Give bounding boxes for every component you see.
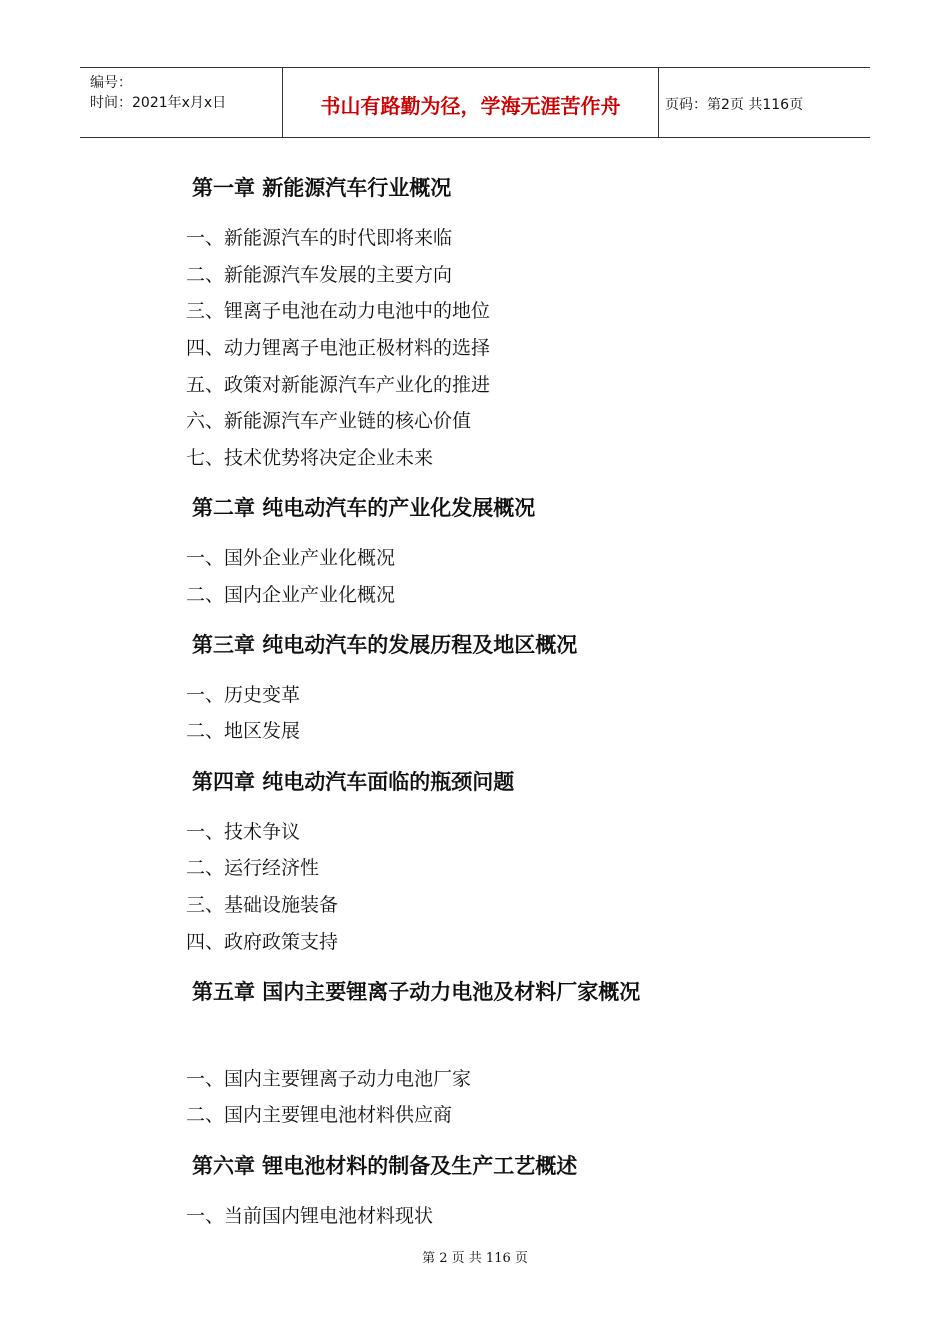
header-motto-cell <box>283 68 659 137</box>
time-label: 时间：2021年x月x日 <box>90 95 227 111</box>
page-footer: 第 2 页 共 116 页 <box>422 1251 528 1266</box>
toc-item: 二、地区发展 <box>186 720 301 742</box>
toc-item: 三、基础设施装备 <box>186 894 339 916</box>
toc-item: 二、国内主要锂电池材料供应商 <box>186 1104 453 1126</box>
toc-item: 四、动力锂离子电池正极材料的选择 <box>186 337 491 359</box>
chapter-title: 第二章 纯电动汽车的产业化发展概况 <box>192 496 536 520</box>
toc-item: 一、新能源汽车的时代即将来临 <box>186 227 453 249</box>
toc-item: 二、新能源汽车发展的主要方向 <box>186 264 453 286</box>
toc-item: 一、当前国内锂电池材料现状 <box>186 1205 434 1227</box>
toc-item: 四、政府政策支持 <box>186 931 339 953</box>
motto-text: 书山有路勤为径，学海无涯苦作舟 <box>320 94 621 118</box>
chapter-title: 第五章 国内主要锂离子动力电池及材料厂家概况 <box>192 980 641 1004</box>
toc-item: 一、国内主要锂离子动力电池厂家 <box>186 1068 472 1090</box>
chapter-title: 第一章 新能源汽车行业概况 <box>192 176 452 200</box>
toc-item: 二、国内企业产业化概况 <box>186 584 396 606</box>
header-page-info: 页码：第2页 共116页 <box>665 97 804 113</box>
chapter-title: 第三章 纯电动汽车的发展历程及地区概况 <box>192 633 578 657</box>
toc-item: 六、新能源汽车产业链的核心价值 <box>186 410 472 432</box>
chapter-title: 第六章 锂电池材料的制备及生产工艺概述 <box>192 1154 578 1178</box>
toc-item: 五、政策对新能源汽车产业化的推进 <box>186 374 491 396</box>
toc-item: 二、运行经济性 <box>186 857 320 879</box>
header-page-cell <box>659 68 870 137</box>
chapter-title: 第四章 纯电动汽车面临的瓶颈问题 <box>192 770 515 794</box>
toc-item: 七、技术优势将决定企业未来 <box>186 447 434 469</box>
page-header <box>80 67 870 138</box>
toc-item: 一、技术争议 <box>186 821 301 843</box>
toc-item: 一、历史变革 <box>186 684 301 706</box>
toc-item: 一、国外企业产业化概况 <box>186 547 396 569</box>
toc-item: 三、锂离子电池在动力电池中的地位 <box>186 300 491 322</box>
header-meta-cell <box>80 68 283 137</box>
number-label: 编号： <box>90 75 132 91</box>
